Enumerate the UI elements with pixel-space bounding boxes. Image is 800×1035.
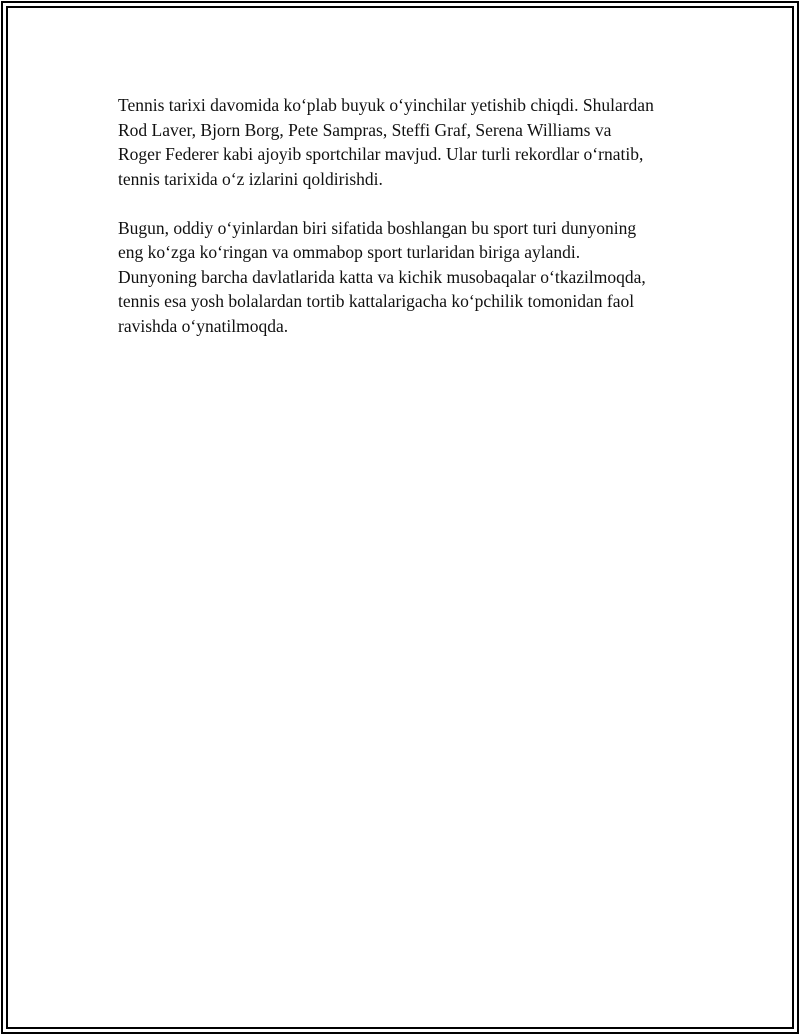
paragraph-line: Tennis tarixi davomida ko‘plab buyuk o‘yinchilar yetishib chiqdi. Shulardan <box>118 95 654 115</box>
paragraph-line: Rod Laver, Bjorn Borg, Pete Sampras, Steffi Graf, Serena Williams va <box>118 119 612 140</box>
document-body <box>118 93 698 363</box>
paragraph-1 <box>118 93 698 191</box>
paragraph-line: tennis tarixida o‘z izlarini qoldirishdi. <box>118 168 383 189</box>
paragraph-line: Bugun, oddiy o‘yinlardan biri sifatida boshlangan bu sport turi dunyoning <box>118 217 637 238</box>
paragraph-line: tennis esa yosh bolalardan tortib kattalarigacha ko‘pchilik tomonidan faol <box>118 291 635 311</box>
paragraph-line: ravishda o‘ynatilmoqda. <box>118 315 289 336</box>
paragraph-2 <box>118 216 698 339</box>
paragraph-line: Dunyoning barcha davlatlarida katta va kichik musobaqalar o‘tkazilmoqda, <box>118 266 646 287</box>
paragraph-line: Roger Federer kabi ajoyib sportchilar mavjud. Ular turli rekordlar o‘rnatib, <box>118 144 644 164</box>
paragraph-line: eng ko‘zga ko‘ringan va ommabop sport turlaridan biriga aylandi. <box>118 242 581 262</box>
